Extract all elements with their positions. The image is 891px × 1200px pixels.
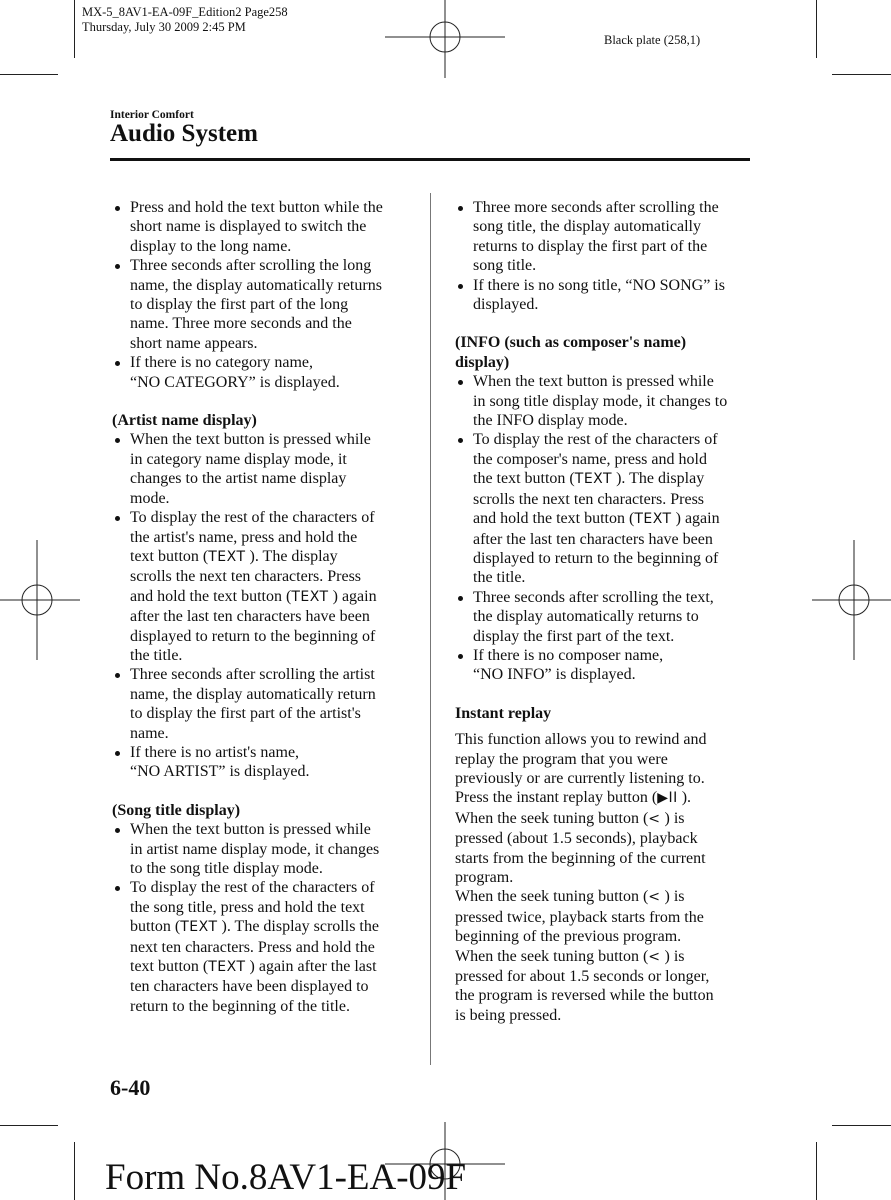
list-item: Three seconds after scrolling the text, the display automatically returns to display the first part of the text. [455, 588, 757, 646]
crop-mark [74, 0, 75, 58]
list-item: Three more seconds after scrolling the song title, the display automatically returns to display the first part of the song title. [455, 198, 757, 276]
list-item: Three seconds after scrolling the long name, the display automatically returns to display the first part of the long name. Three more seconds and the short name appears. [112, 256, 412, 353]
list-item: Three seconds after scrolling the artist name, the display automatically return to display the first part of the artist's name. [112, 665, 412, 743]
bullet-icon [115, 886, 120, 891]
bullet-list [112, 198, 412, 392]
crop-mark [0, 1125, 58, 1126]
crop-mark [816, 0, 817, 58]
bullet-icon [458, 654, 463, 659]
list-item: When the text button is pressed while in category name display mode, it changes to the artist name display mode. [112, 430, 412, 508]
bullet-icon [458, 438, 463, 443]
bullet-icon [458, 380, 463, 385]
page-title: Audio System [110, 120, 258, 147]
registration-mark-icon [0, 540, 80, 660]
bullet-icon [115, 206, 120, 211]
list-item: Press and hold the text button while the short name is displayed to switch the display to the long name. [112, 198, 412, 256]
list-item: To display the rest of the characters of the composer's name, press and hold the text button (TEXT ). The display scrolls the next ten characters. Press and hold the text button (TEXT ) again after the last ten characters have been displayed to return to the beginning of the title. [455, 430, 757, 587]
seek-back-icon: < [648, 889, 661, 906]
info-heading: (INFO (such as composer's name) display) [455, 334, 687, 371]
seek-back-icon: < [648, 810, 661, 827]
seek-back-icon: < [648, 948, 661, 965]
title-rule [110, 158, 750, 161]
list-item: To display the rest of the characters of the artist's name, press and hold the text button (TEXT ). The display scrolls the next ten characters. Press and hold the text button (TEXT ) again after the last ten characters have been displayed to return to the beginning of the title. [112, 508, 412, 665]
print-meta-file: MX-5_8AV1-EA-09F_Edition2 Page258 [82, 5, 288, 19]
right-column [455, 198, 757, 1025]
text-button-icon: TEXT [574, 471, 613, 488]
bullet-icon [115, 438, 120, 443]
list-item: If there is no song title, “NO SONG” is displayed. [455, 276, 757, 315]
section-label: Interior Comfort [110, 109, 194, 121]
bullet-list [112, 430, 412, 781]
bullet-icon [115, 516, 120, 521]
page-number: 6-40 [110, 1075, 151, 1100]
text-button-icon: TEXT [291, 588, 329, 605]
list-item: If there is no composer name, “NO INFO” is displayed. [455, 646, 757, 685]
list-item: If there is no artist's name, “NO ARTIST” is displayed. [112, 743, 412, 782]
text-button-icon: TEXT [180, 919, 218, 936]
text-button-icon: TEXT [634, 511, 672, 528]
bullet-icon [115, 361, 120, 366]
crop-mark [832, 1125, 891, 1126]
crop-mark [74, 1142, 75, 1200]
form-number: Form No.8AV1-EA-09F [105, 1157, 467, 1198]
bullet-list [455, 372, 757, 685]
crop-mark [832, 74, 891, 75]
list-item: When the text button is pressed while in song title display mode, it changes to the INFO display mode. [455, 372, 757, 430]
bullet-icon [115, 828, 120, 833]
play-pause-icon: ▶II [657, 790, 678, 807]
list-item: When the text button is pressed while in artist name display mode, it changes to the song title display mode. [112, 820, 412, 878]
left-column [112, 198, 412, 1016]
replay-heading: Instant replay [455, 704, 552, 722]
song-heading: (Song title display) [112, 801, 241, 819]
registration-mark-icon [385, 0, 505, 80]
artist-heading: (Artist name display) [112, 412, 257, 430]
bullet-icon [458, 206, 463, 211]
registration-mark-icon [812, 540, 891, 660]
replay-paragraph: This function allows you to rewind and replay the program that you were previously or are currently listening to. Press the instant replay button (▶II ). When the seek tuning button (< ) is pressed (about 1.5 seconds), playback starts from the beginning of the current program. When the seek tuning button (< ) is pressed twice, playback starts from the beginning of the previous program. When the seek tuning button (< ) is pressed for about 1.5 seconds or longer, the program is reversed while the button is being pressed. [455, 731, 714, 1024]
text-button-icon: TEXT [208, 959, 246, 976]
print-meta [82, 5, 288, 35]
print-meta-date: Thursday, July 30 2009 2:45 PM [82, 20, 246, 34]
list-item: To display the rest of the characters of the song title, press and hold the text button (TEXT ). The display scrolls the next ten characters. Press and hold the text button (TEXT ) again after the last ten characters have been displayed to return to the beginning of the title. [112, 878, 412, 1016]
bullet-list [112, 820, 412, 1016]
bullet-list [455, 198, 757, 314]
crop-mark [816, 1142, 817, 1200]
text-button-icon: TEXT [208, 548, 246, 565]
bullet-icon [115, 751, 120, 756]
crop-mark [0, 74, 58, 75]
bullet-icon [115, 673, 120, 678]
bullet-icon [115, 264, 120, 269]
bullet-icon [458, 284, 463, 289]
bullet-icon [458, 596, 463, 601]
column-divider [430, 193, 431, 1065]
plate-label: Black plate (258,1) [604, 33, 701, 47]
list-item: If there is no category name, “NO CATEGORY” is displayed. [112, 353, 412, 392]
